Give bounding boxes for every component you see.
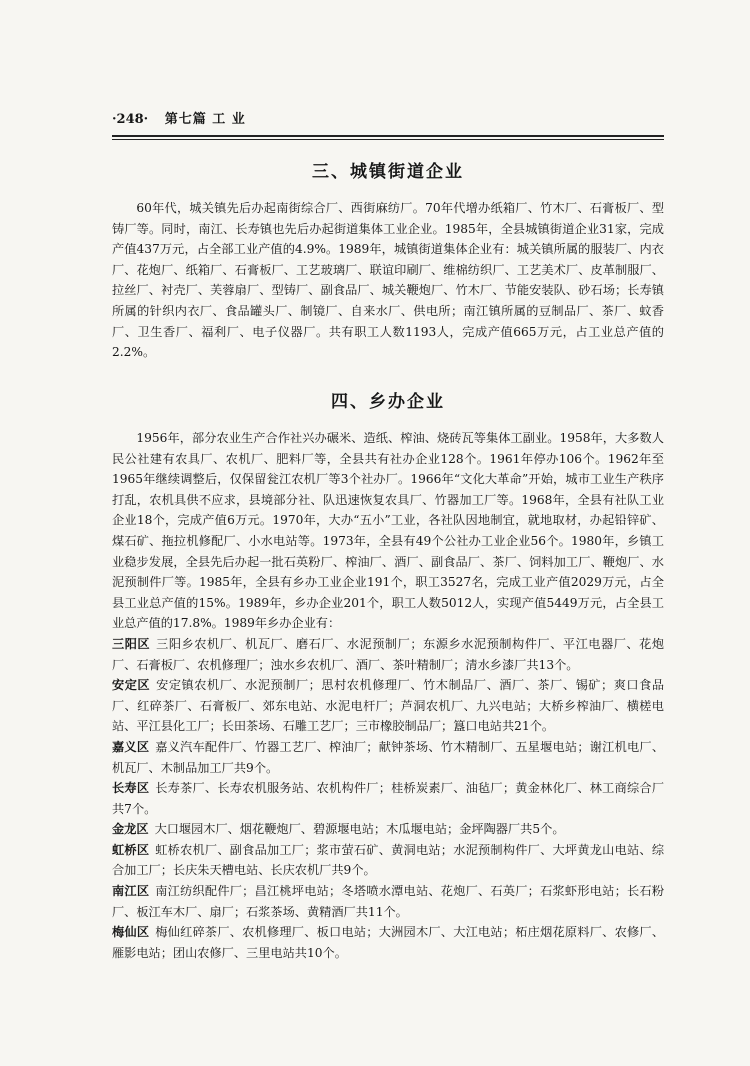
section-title: 四、乡办企业 — [331, 392, 445, 412]
district-name: 安定区 — [112, 678, 151, 693]
district-entry — [112, 737, 664, 778]
section-town-street-enterprises — [112, 160, 664, 363]
district-text: 嘉义汽车配件厂、竹器工艺厂、榨油厂；献钟茶场、竹木精制厂、五星堰电站；谢江机电厂、机瓦厂、木制品加工厂共9个。 — [112, 739, 665, 775]
district-entry — [112, 922, 664, 963]
section-paragraph: 60年代，城关镇先后办起南街综合厂、西街麻纺厂。70年代增办纸箱厂、竹木厂、石膏板厂、型铸厂等。同时，南江、长寿镇也先后办起街道集体工业企业。1985年，全县城镇街道企业31家，完成产值437万元，占全部工业产值的4.9%。1989年，城镇街道集体企业有：城关镇所属的服装厂、内衣厂、花炮厂、纸箱厂、石膏板厂、工艺玻璃厂、联谊印刷厂、维棉纺织厂、工艺美术厂、皮革制服厂、拉丝厂、衬壳厂、芙蓉扇厂、型铸厂、副食品厂、城关鞭炮厂、竹木厂、节能安装队、砂石场；长寿镇所属的针织内衣厂、食品罐头厂、制镜厂、自来水厂、供电所；南江镇所属的豆制品厂、茶厂、蚊香厂、卫生香厂、福利厂、电子仪器厂。共有职工人数1193人，完成产值665万元，占工业总产值的2.2%。 — [112, 201, 664, 360]
district-name: 嘉义区 — [112, 739, 150, 754]
district-text: 大口堰园木厂、烟花鞭炮厂、碧源堰电站；木瓜堰电站；金坪陶器厂共5个。 — [154, 822, 565, 837]
district-entry — [112, 675, 664, 737]
district-text: 安定镇农机厂、水泥预制厂；思村农机修理厂、竹木制品厂、酒厂、茶厂、锡矿；爽口食品厂、红碎茶厂、石膏板厂、郊东电站、水泥电杆厂；芦洞农机厂、九兴电站；大桥乡榨油厂、横槎电站、平江县化工厂；长田茶场、石雕工艺厂；三市橡胶制品厂；簋口电站共21个。 — [112, 678, 665, 734]
page-number: ·248· — [112, 112, 149, 127]
district-entry — [112, 881, 664, 922]
section-title: 三、城镇街道企业 — [312, 162, 464, 182]
district-name: 梅仙区 — [112, 925, 150, 940]
district-text: 梅仙红碎茶厂、农机修理厂、板口电站；大洲园木厂、大江电站；柘庄烟花原料厂、农修厂、雁影电站；团山农修厂、三里电站共10个。 — [112, 925, 665, 960]
district-name: 长寿区 — [112, 781, 150, 796]
district-entry — [112, 819, 664, 840]
district-text: 长寿茶厂、长寿农机服务站、农机构件厂；桂桥炭素厂、油毡厂；黄金林化厂、林工商综合厂共7个。 — [112, 781, 665, 816]
district-entry — [112, 778, 664, 819]
district-name: 南江区 — [112, 884, 150, 899]
district-entry — [112, 634, 664, 675]
district-name: 三阳区 — [112, 636, 151, 651]
header-rule-thin — [112, 139, 664, 140]
district-text: 三阳乡农机厂、机瓦厂、磨石厂、水泥预制厂；东源乡水泥预制构件厂、平江电器厂、花炮厂、石膏板厂、农机修理厂；浊水乡农机厂、酒厂、茶叶精制厂；清水乡漆厂共13个。 — [112, 636, 665, 672]
section-paragraph: 1956年，部分农业生产合作社兴办碾米、造纸、榨油、烧砖瓦等集体工副业。1958年，大多数人民公社建有农具厂、农机厂、肥料厂等，全县共有社办企业128个。1961年停办106个。1962年至1965年继续调整后，仅保留瓮江农机厂等3个社办厂。1966年“文化大革命”开始，城市工业生产秩序打乱，农机具供不应求，县境部分社、队迅速恢复农具厂、竹器加工厂等。1968年，全县有社队工业企业18个，完成产值6万元。1970年，大办“五小”工业，各社队因地制宜，就地取材，办起铅锌矿、煤石矿、拖拉机修配厂、小水电站等。1973年，全县有49个公社办工业企业56个。1980年，乡镇工业稳步发展，全县先后办起一批石英粉厂、榨油厂、酒厂、副食品厂、茶厂、饲料加工厂、鞭炮厂、水泥预制件厂等。1985年，全县有乡办工业企业191个，职工3527名，完成工业产值2029万元，占全县工业总产值的15%。1989年，乡办企业201个，职工人数5012人，实现产值5449万元，占全县工业总产值的17.8%。1989年乡办企业有： — [112, 431, 664, 631]
district-text: 南江纺织配件厂；昌江桃坪电站；冬塔喷水潭电站、花炮厂、石英厂；石浆虾形电站；长石粉厂、板江车木厂、扇厂；石浆茶场、黄精酒厂共11个。 — [112, 884, 665, 919]
chapter-title: 第七篇 工 业 — [164, 112, 246, 127]
district-text: 虹桥农机厂、副食品加工厂；浆市萤石矿、黄洞电站；水泥预制构件厂、大坪黄龙山电站、综合加工厂；长庆朱天槽电站、长庆农机厂共9个。 — [112, 842, 665, 878]
page-header — [112, 108, 664, 132]
district-name: 虹桥区 — [112, 842, 150, 857]
district-name: 金龙区 — [112, 822, 149, 837]
header-rule-thick — [112, 135, 664, 137]
section-township-enterprises — [112, 390, 664, 963]
district-entry — [112, 840, 664, 881]
